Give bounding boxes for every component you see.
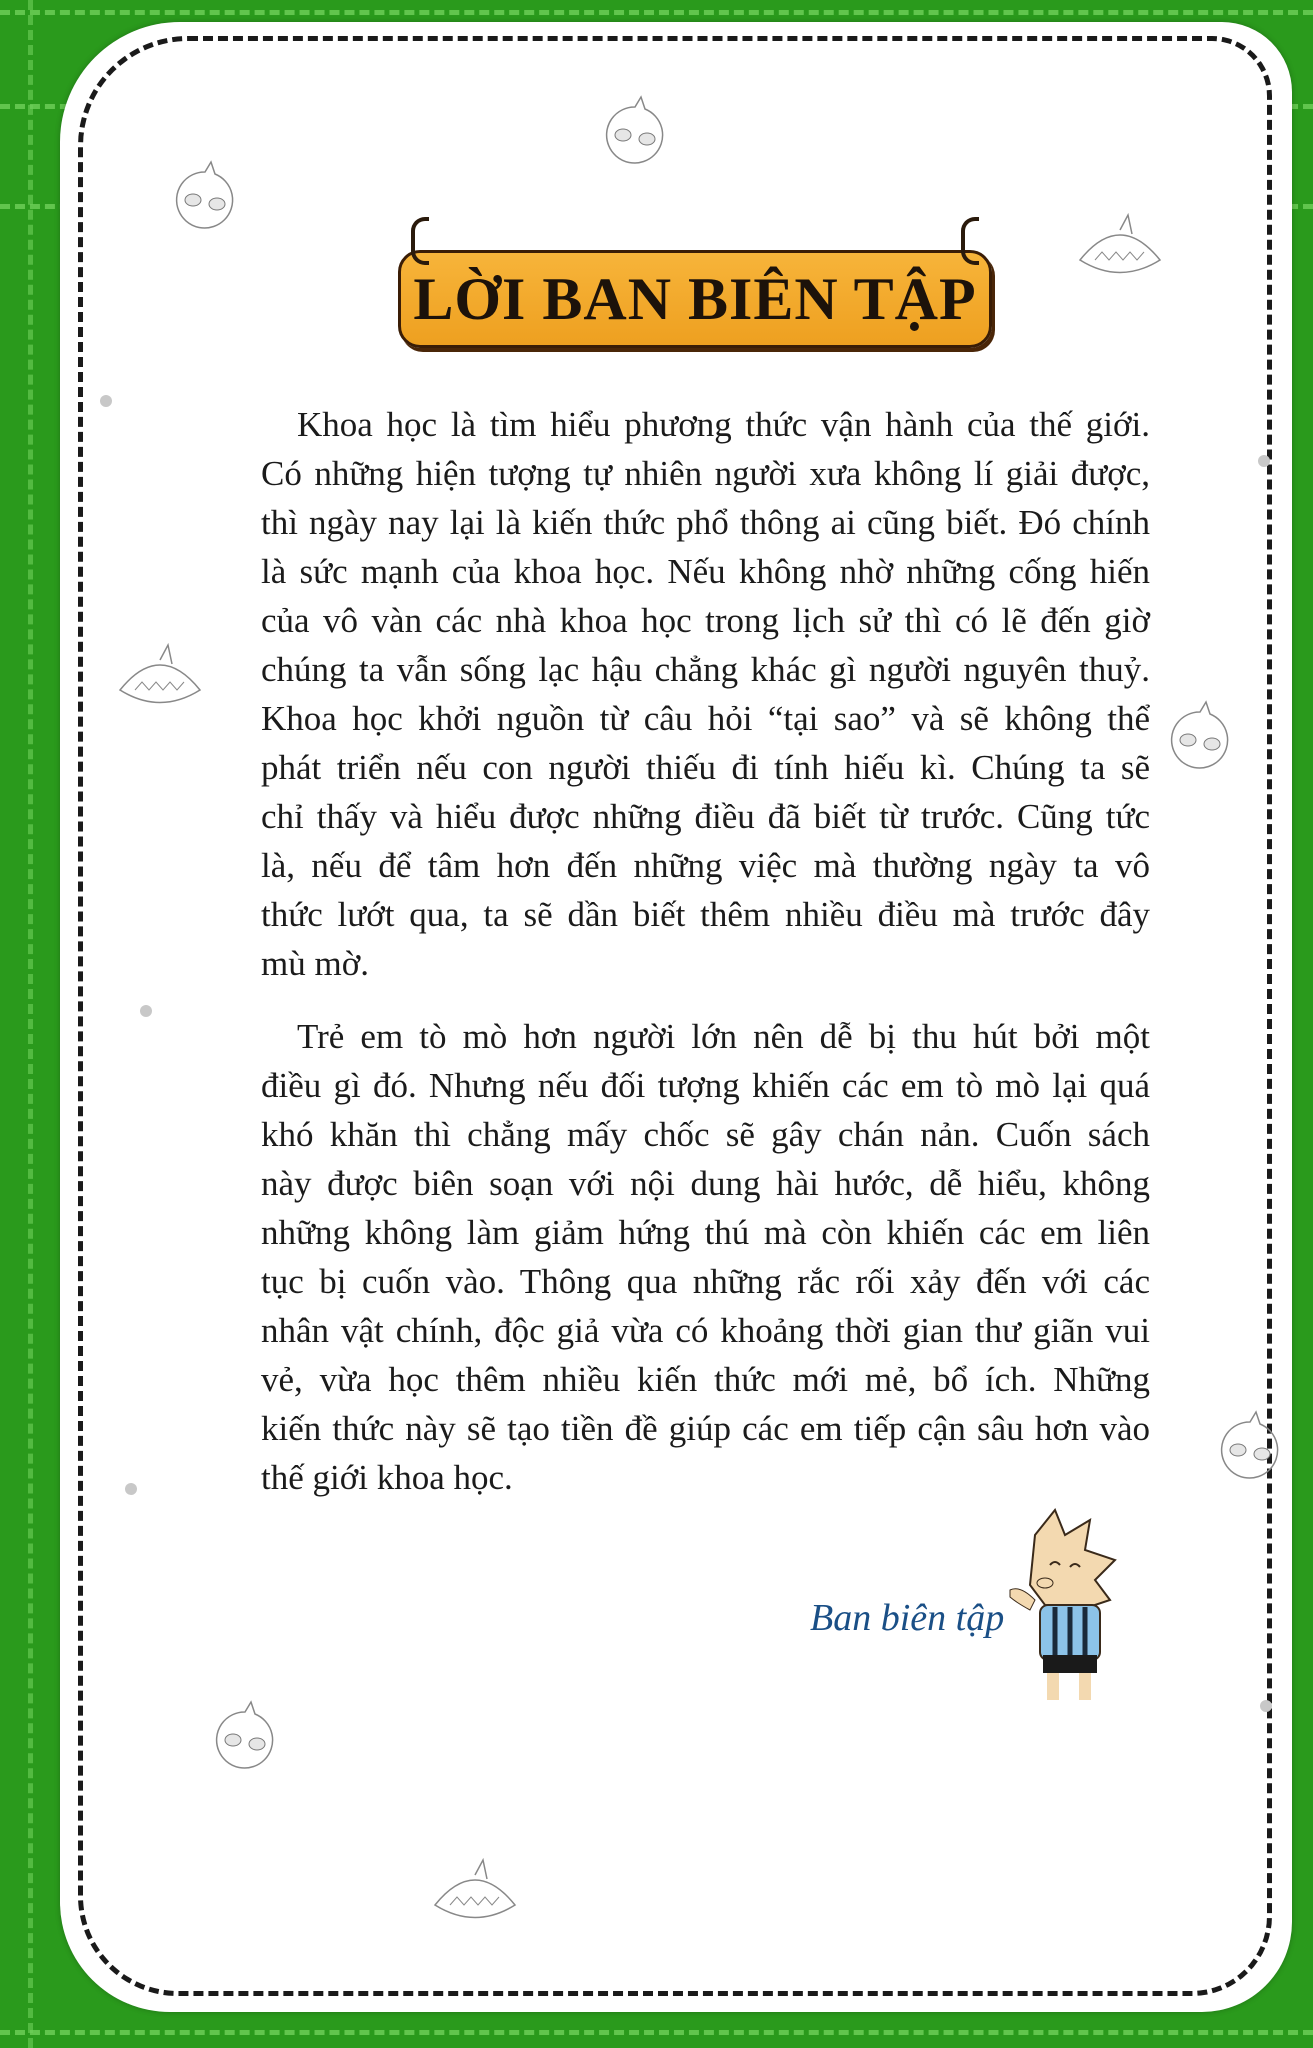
decor-dot [140,1005,152,1017]
signature: Ban biên tập [810,1597,1005,1639]
text-line: mù mờ. [261,944,369,983]
text-line: chúng ta vẫn sống lạc hậu chẳng khác gì người nguyên thuỷ. [261,650,1150,689]
text-line: khó khăn thì chẳng mấy chốc sẽ gây chán nản. Cuốn sách [261,1115,1150,1154]
mascot-character-icon [1005,1505,1125,1715]
background-stitch [28,0,33,2048]
paragraph [261,400,1150,988]
text-line: kiến thức này sẽ tạo tiền đề giúp các em tiếp cận sâu hơn vào [261,1409,1150,1448]
skull-doodle-icon [165,160,245,240]
text-line: của vô vàn các nhà khoa học trong lịch sử thì có lẽ đến giờ [261,601,1150,640]
shark-doodle-icon [425,1855,525,1935]
text-line: Khoa học khởi nguồn từ câu hỏi “tại sao” và sẽ không thể [261,699,1150,738]
paragraph [261,1012,1150,1502]
text-line: những không làm giảm hứng thú mà còn khiến các em liên [261,1213,1150,1252]
body-text [261,400,1150,1526]
text-line: là sức mạnh của khoa học. Nếu không nhờ những cống hiến [261,552,1150,591]
text-line: phát triển nếu con người thiếu đi tính hiếu kì. Chúng ta sẽ [261,748,1150,787]
text-line: thức lướt qua, ta sẽ dần biết thêm nhiều điều mà trước đây [261,895,1150,934]
text-line: Khoa học là tìm hiểu phương thức vận hành của thế giới. [297,405,1150,444]
background-stitch [0,10,1313,15]
skull-doodle-icon [595,95,675,175]
shark-doodle-icon [1070,210,1170,290]
background-stitch [0,2030,1313,2035]
text-line: này được biên soạn với nội dung hài hước, dễ hiểu, không [261,1164,1150,1203]
text-line: thế giới khoa học. [261,1458,513,1497]
text-line: Trẻ em tò mò hơn người lớn nên dễ bị thu hút bởi một [297,1017,1150,1056]
text-line: là, nếu để tâm hơn đến những việc mà thường ngày ta vô [261,846,1150,885]
text-line: vẻ, vừa học thêm nhiều kiến thức mới mẻ, bổ ích. Những [261,1360,1150,1399]
text-line: tục bị cuốn vào. Thông qua những rắc rối xảy đến với các [261,1262,1150,1301]
text-line: nhân vật chính, độc giả vừa có khoảng thời gian thư giãn vui [261,1311,1150,1350]
hook-icon [411,217,429,265]
text-line: Có những hiện tượng tự nhiên người xưa không lí giải được, [261,454,1150,493]
page-title: LỜI BAN BIÊN TẬP [413,265,977,332]
skull-doodle-icon [1210,1410,1290,1490]
title-banner [398,250,992,348]
skull-doodle-icon [205,1700,285,1780]
decor-dot [1258,455,1270,467]
text-line: điều gì đó. Nhưng nếu đối tượng khiến các em tò mò lại quá [261,1066,1150,1105]
decor-dot [1260,1700,1272,1712]
skull-doodle-icon [1160,700,1240,780]
hook-icon [961,217,979,265]
text-line: thì ngày nay lại là kiến thức phổ thông ai cũng biết. Đó chính [261,503,1150,542]
shark-doodle-icon [110,640,210,720]
decor-dot [125,1483,137,1495]
decor-dot [100,395,112,407]
text-line: chỉ thấy và hiểu được những điều đã biết từ trước. Cũng tức [261,797,1150,836]
